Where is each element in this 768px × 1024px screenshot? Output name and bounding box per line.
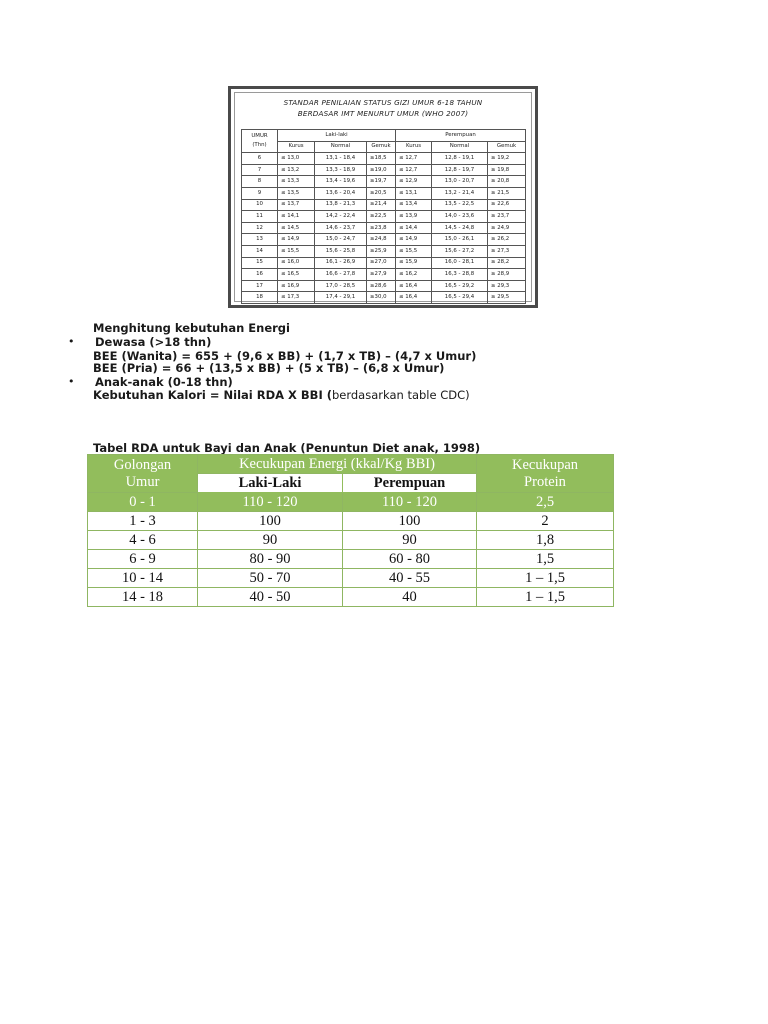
bullet-anak-marker: • [68, 375, 75, 388]
imt-cell: 17,0 - 28,5 [315, 280, 367, 292]
imt-cell: 16 [242, 269, 278, 281]
rda-header-golongan-1: Golongan [113, 456, 172, 473]
bee-wanita-formula: BEE (Wanita) = 655 + (9,6 x BB) + (1,7 x TB) – (4,7 x Umur) [93, 349, 477, 363]
imt-umur-header [242, 130, 278, 153]
imt-cell: ≤ 13,7 [278, 199, 315, 211]
imt-cell: ≤ 14,1 [278, 211, 315, 223]
imt-cell: 12 [242, 222, 278, 234]
imt-cell: 17,4 - 29,1 [315, 292, 367, 304]
rda-cell: 2 [477, 512, 614, 531]
imt-cell: 12,8 - 19,1 [432, 153, 488, 165]
imt-title-line1: STANDAR PENILAIAN STATUS GIZI UMUR 6-18 TAHUN [283, 98, 483, 107]
imt-cell: 11 [242, 211, 278, 223]
imt-cell: 14,0 - 23,6 [432, 211, 488, 223]
rda-row [88, 512, 614, 531]
bullet-dewasa-marker: • [68, 335, 75, 348]
imt-cell: ≥ 22,6 [488, 199, 526, 211]
imt-cell: ≥ 28,9 [488, 269, 526, 281]
imt-umur-label: UMUR [251, 133, 268, 140]
rda-cell: 1,8 [477, 531, 614, 550]
imt-cell: ≥ 28,2 [488, 257, 526, 269]
imt-cell: 13,3 - 18,9 [315, 164, 367, 176]
imt-cell: ≥ 26,2 [488, 234, 526, 246]
imt-row [242, 176, 526, 188]
rda-cell: 110 - 120 [343, 493, 477, 512]
imt-cell: ≥27,0 [367, 257, 396, 269]
rda-row [88, 531, 614, 550]
rda-cell: 50 - 70 [198, 569, 343, 588]
imt-cell: 17 [242, 280, 278, 292]
imt-cell: ≤ 16,2 [396, 269, 432, 281]
imt-table [241, 129, 526, 304]
imt-row [242, 280, 526, 292]
imt-cell: ≥ 29,3 [488, 280, 526, 292]
imt-cell: ≤ 13,5 [278, 187, 315, 199]
imt-cell: 16,5 - 29,2 [432, 280, 488, 292]
imt-cell: ≤ 16,0 [278, 257, 315, 269]
rda-cell: 100 [343, 512, 477, 531]
rda-header-protein [477, 455, 614, 493]
imt-cell: ≥21,4 [367, 199, 396, 211]
rda-cell: 40 [343, 588, 477, 607]
imt-cell: 16,6 - 27,8 [315, 269, 367, 281]
imt-cell: ≤ 12,7 [396, 164, 432, 176]
imt-cell: ≥ 19,8 [488, 164, 526, 176]
imt-row [242, 187, 526, 199]
imt-row [242, 164, 526, 176]
rda-row [88, 588, 614, 607]
imt-cell: ≤ 14,9 [396, 234, 432, 246]
imt-cell: ≥ 27,3 [488, 245, 526, 257]
imt-cell: 16,0 - 28,1 [432, 257, 488, 269]
imt-cell: ≥23,8 [367, 222, 396, 234]
imt-row [242, 222, 526, 234]
rda-row [88, 550, 614, 569]
imt-cell: ≥18,5 [367, 153, 396, 165]
rda-cell: 1,5 [477, 550, 614, 569]
imt-female-group-header: Perempuan [396, 130, 526, 142]
imt-table-body [242, 153, 526, 304]
bee-pria-formula: BEE (Pria) = 66 + (13,5 x BB) + (5 x TB) – (6,8 x Umur) [93, 361, 445, 375]
imt-cell: 13,4 - 19,6 [315, 176, 367, 188]
imt-cell: ≤ 13,4 [396, 199, 432, 211]
imt-cell: ≤ 14,9 [278, 234, 315, 246]
imt-cell: ≥30,0 [367, 292, 396, 304]
rda-cell: 14 - 18 [88, 588, 198, 607]
imt-cell: ≤ 16,4 [396, 292, 432, 304]
imt-cell: ≥28,6 [367, 280, 396, 292]
imt-subheader-cell: Kurus [396, 141, 432, 153]
imt-cell: ≤ 15,9 [396, 257, 432, 269]
imt-cell: 14,5 - 24,8 [432, 222, 488, 234]
imt-cell: ≤ 15,5 [396, 245, 432, 257]
rda-cell: 110 - 120 [198, 493, 343, 512]
rda-cell: 1 – 1,5 [477, 588, 614, 607]
imt-cell: 15 [242, 257, 278, 269]
rda-header-laki: Laki-Laki [198, 474, 343, 493]
imt-cell: ≥ 19,2 [488, 153, 526, 165]
imt-cell: ≤ 13,9 [396, 211, 432, 223]
imt-cell: ≤ 14,4 [396, 222, 432, 234]
imt-cell: ≥24,8 [367, 234, 396, 246]
imt-cell: 16,5 - 29,4 [432, 292, 488, 304]
imt-male-group-header: Laki-laki [278, 130, 396, 142]
imt-cell: ≤ 14,5 [278, 222, 315, 234]
imt-cell: ≥ 29,5 [488, 292, 526, 304]
kebutuhan-kalori-line [93, 388, 470, 402]
imt-cell: ≥19,7 [367, 176, 396, 188]
rda-table-caption: Tabel RDA untuk Bayi dan Anak (Penuntun Diet anak, 1998) [93, 441, 481, 455]
imt-cell: ≤ 12,9 [396, 176, 432, 188]
rda-table-body [88, 512, 614, 607]
imt-cell: 13,5 - 22,5 [432, 199, 488, 211]
imt-title-line2: BERDASAR IMT MENURUT UMUR (WHO 2007) [297, 109, 469, 118]
imt-cell: 8 [242, 176, 278, 188]
imt-subheader-cell: Gemuk [488, 141, 526, 153]
rda-cell: 10 - 14 [88, 569, 198, 588]
imt-cell: 7 [242, 164, 278, 176]
rda-header-row [88, 455, 614, 474]
rda-header-protein-1: Kecukupan [511, 456, 579, 473]
imt-cell: 15,6 - 25,8 [315, 245, 367, 257]
imt-cell: ≤ 13,0 [278, 153, 315, 165]
rda-cell: 6 - 9 [88, 550, 198, 569]
imt-subheader-row [242, 141, 526, 153]
rda-cell: 90 [198, 531, 343, 550]
energy-heading: Menghitung kebutuhan Energi [93, 321, 290, 335]
imt-subheader-cell: Gemuk [367, 141, 396, 153]
imt-row [242, 257, 526, 269]
imt-cell: 13,6 - 20,4 [315, 187, 367, 199]
imt-subheader-cell: Kurus [278, 141, 315, 153]
rda-cell: 80 - 90 [198, 550, 343, 569]
kebutuhan-kalori-bold: Kebutuhan Kalori = Nilai RDA X BBI ( [93, 388, 332, 402]
imt-row [242, 269, 526, 281]
rda-header-energi: Kecukupan Energi (kkal/Kg BBI) [198, 455, 477, 474]
bullet-dewasa: Dewasa (>18 thn) [95, 335, 212, 349]
rda-cell: 1 – 1,5 [477, 569, 614, 588]
imt-cell: 13,8 - 21,3 [315, 199, 367, 211]
imt-cell: ≥ 24,9 [488, 222, 526, 234]
imt-subheader-cell: Normal [432, 141, 488, 153]
rda-cell: 2,5 [477, 493, 614, 512]
imt-cell: 16,1 - 26,9 [315, 257, 367, 269]
rda-cell: 90 [343, 531, 477, 550]
imt-cell: 9 [242, 187, 278, 199]
imt-cell: 13,2 - 21,4 [432, 187, 488, 199]
rda-cell: 40 - 55 [343, 569, 477, 588]
rda-header-protein-2: Protein [524, 473, 566, 490]
imt-cell: ≥27,9 [367, 269, 396, 281]
rda-header-golongan [88, 455, 198, 493]
imt-cell: 16,3 - 28,8 [432, 269, 488, 281]
rda-cell: 1 - 3 [88, 512, 198, 531]
imt-standard-figure [228, 86, 538, 308]
kebutuhan-kalori-note: berdasarkan table CDC) [331, 388, 470, 402]
rda-cell: 0 - 1 [88, 493, 198, 512]
rda-cell: 40 - 50 [198, 588, 343, 607]
imt-cell: 12,8 - 19,7 [432, 164, 488, 176]
imt-row [242, 292, 526, 304]
imt-cell: ≤ 12,7 [396, 153, 432, 165]
rda-cell: 60 - 80 [343, 550, 477, 569]
imt-cell: ≥ 23,7 [488, 211, 526, 223]
imt-cell: 6 [242, 153, 278, 165]
imt-cell: ≥19,0 [367, 164, 396, 176]
imt-cell: ≤ 16,5 [278, 269, 315, 281]
imt-cell: ≤ 13,2 [278, 164, 315, 176]
imt-cell: 14,2 - 22,4 [315, 211, 367, 223]
imt-cell: ≥20,5 [367, 187, 396, 199]
imt-cell: 15,0 - 24,7 [315, 234, 367, 246]
imt-cell: 13,1 - 18,4 [315, 153, 367, 165]
imt-cell: ≤ 17,3 [278, 292, 315, 304]
imt-cell: 13,0 - 20,7 [432, 176, 488, 188]
rda-cell: 4 - 6 [88, 531, 198, 550]
imt-cell: ≤ 15,5 [278, 245, 315, 257]
imt-cell: ≥22,5 [367, 211, 396, 223]
imt-cell: 15,6 - 27,2 [432, 245, 488, 257]
imt-row [242, 211, 526, 223]
imt-cell: 14,6 - 23,7 [315, 222, 367, 234]
rda-header-perempuan: Perempuan [343, 474, 477, 493]
imt-cell: 18 [242, 292, 278, 304]
rda-row-first [88, 493, 614, 512]
rda-table [87, 454, 614, 607]
imt-cell: ≥25,9 [367, 245, 396, 257]
rda-header-golongan-2: Umur [125, 473, 160, 490]
imt-cell: 10 [242, 199, 278, 211]
imt-thn-label: (Thn) [252, 142, 267, 149]
imt-row [242, 199, 526, 211]
imt-cell: ≤ 13,3 [278, 176, 315, 188]
imt-cell: 14 [242, 245, 278, 257]
imt-row [242, 234, 526, 246]
imt-row [242, 153, 526, 165]
rda-cell: 100 [198, 512, 343, 531]
imt-row [242, 245, 526, 257]
rda-row [88, 569, 614, 588]
imt-cell: ≤ 16,9 [278, 280, 315, 292]
imt-cell: ≤ 16,4 [396, 280, 432, 292]
imt-cell: 15,0 - 26,1 [432, 234, 488, 246]
imt-cell: 13 [242, 234, 278, 246]
imt-cell: ≤ 13,1 [396, 187, 432, 199]
imt-cell: ≥ 20,8 [488, 176, 526, 188]
imt-subheader-cell: Normal [315, 141, 367, 153]
imt-title [231, 97, 535, 119]
bullet-anak: Anak-anak (0-18 thn) [95, 375, 233, 389]
imt-cell: ≥ 21,5 [488, 187, 526, 199]
